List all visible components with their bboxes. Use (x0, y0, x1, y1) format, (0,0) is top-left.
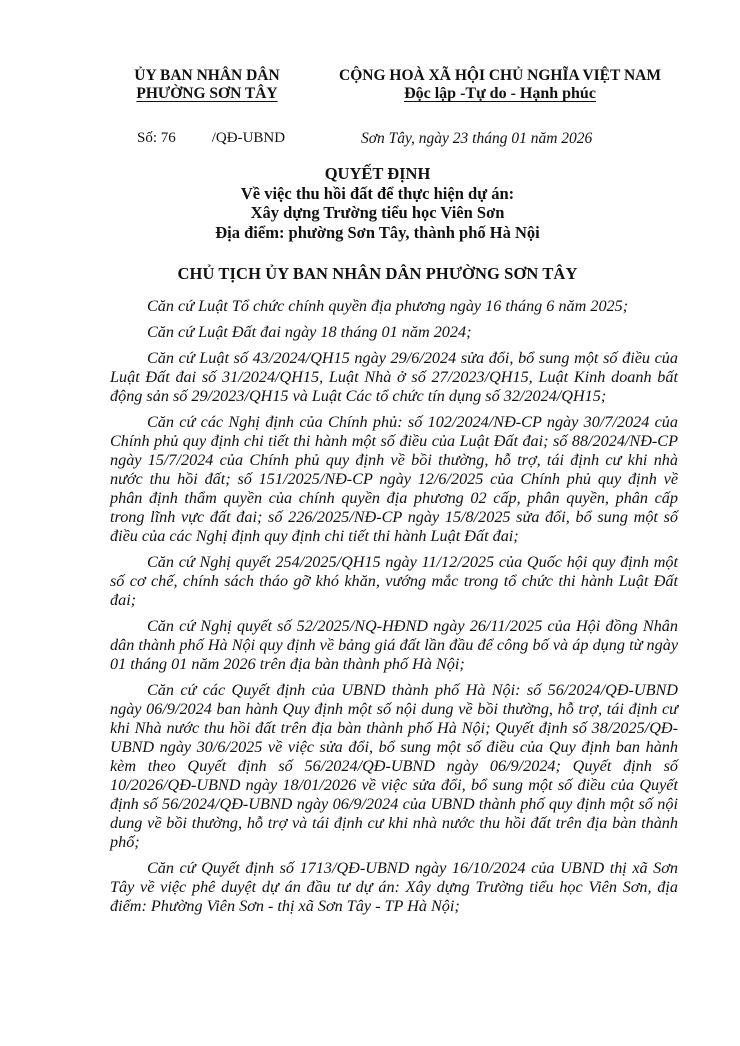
decision-project: Xây dựng Trường tiểu học Viên Sơn (250, 203, 505, 222)
legal-basis-paragraph: Căn cứ Luật số 43/2024/QH15 ngày 29/6/2024 sửa đổi, bổ sung một số điều của Luật Đất đai số 31/2024/QH15, Luật Nhà ở số 27/2023/QH15, Luật Kinh doanh bất động sản số 29/2023/QH15 và Luật Các tổ chức tín dụng số 32/2024/QH15; (110, 349, 678, 405)
decision-subject: Về việc thu hồi đất để thực hiện dự án: (240, 183, 515, 203)
national-header (315, 67, 685, 103)
agency-name-line2 (112, 85, 302, 103)
decision-title (100, 164, 655, 242)
agency-name-line1: ỦY BAN NHÂN DÂN (134, 67, 280, 84)
issuing-agency (112, 67, 302, 103)
legal-basis (110, 297, 678, 923)
legal-basis-paragraph: Căn cứ Nghị quyết số 52/2025/NQ-HĐND ngày 26/11/2025 của Hội đồng Nhân dân thành phố Hà Nội quy định về bảng giá đất lần đầu để công bố và áp dụng từ ngày 01 tháng 01 năm 2026 trên địa bàn thành phố Hà Nội; (110, 617, 678, 673)
legal-basis-paragraph: Căn cứ Nghị quyết 254/2025/QH15 ngày 11/12/2025 của Quốc hội quy định một số cơ chế, chính sách tháo gỡ khó khăn, vướng mắc trong tổ chức thi hành Luật Đất đai; (110, 553, 678, 609)
place-and-date: Sơn Tây, ngày 23 tháng 01 năm 2026 (361, 130, 593, 147)
nation-title: CỘNG HOÀ XÃ HỘI CHỦ NGHĨA VIỆT NAM (339, 67, 661, 84)
motto-text: Độc lập -Tự do - Hạnh phúc (404, 85, 596, 102)
document-number-prefix: Số: 76 (137, 130, 176, 146)
legal-basis-paragraph: Căn cứ Quyết định số 1713/QĐ-UBND ngày 16/10/2024 của UBND thị xã Sơn Tây về việc phê duyệt dự án đầu tư dự án: Xây dựng Trường tiểu học Viên Sơn, địa điểm: Phường Viên Sơn - thị xã Sơn Tây - TP Hà Nội; (110, 859, 678, 915)
legal-basis-paragraph: Căn cứ các Quyết định của UBND thành phố Hà Nội: số 56/2024/QĐ-UBND ngày 06/9/2024 ban hành Quy định một số nội dung về bồi thường, hỗ trợ, tái định cư khi Nhà nước thu hồi đất trên địa bàn thành phố Hà Nội; Quyết định số 38/2025/QĐ-UBND ngày 30/6/2025 về việc sửa đổi, bổ sung một số điều của Quy định ban hành kèm theo Quyết định số 56/2024/QĐ-UBND ngày 06/9/2024; Quyết định số 10/2026/QĐ-UBND ngày 18/01/2026 về việc sửa đổi, bổ sung một số điều của Quyết định số 56/2024/QĐ-UBND ngày 06/9/2024 của UBND thành phố quy định một số nội dung về bồi thường, hỗ trợ và tái định cư khi nhà nước thu hồi đất trên địa bàn thành phố; (110, 681, 678, 851)
legal-basis-paragraph: Căn cứ Luật Đất đai ngày 18 tháng 01 năm 2024; (147, 323, 472, 341)
document-number-suffix: /QĐ-UBND (211, 130, 286, 146)
decision-heading: QUYẾT ĐỊNH (324, 164, 431, 183)
document-number (137, 130, 285, 147)
legal-basis-paragraph: Căn cứ các Nghị định của Chính phủ: số 102/2024/NĐ-CP ngày 30/7/2024 của Chính phủ quy định chi tiết thi hành một số điều của Luật Đất đai; số 88/2024/NĐ-CP ngày 15/7/2024 của Chính phủ quy định về bồi thường, hỗ trợ, tái định cư khi nhà nước thu hồi đất; số 151/2025/NĐ-CP ngày 12/6/2025 của Chính phủ quy định về phân định thẩm quyền của chính quyền địa phương 02 cấp, phân quyền, phân cấp trong lĩnh vực đất đai; số 226/2025/NĐ-CP ngày 15/8/2025 sửa đổi, bổ sung một số điều của các Nghị định quy định chi tiết thi hành Luật Đất đai; (110, 413, 678, 545)
decision-location: Địa điểm: phường Sơn Tây, thành phố Hà Nội (215, 222, 540, 242)
motto-line (315, 85, 685, 103)
agency-name-line2-text: PHƯỜNG SƠN TÂY (136, 85, 278, 102)
legal-basis-paragraph: Căn cứ Luật Tổ chức chính quyền địa phương ngày 16 tháng 6 năm 2025; (147, 297, 629, 315)
issuing-authority: CHỦ TỊCH ỦY BAN NHÂN DÂN PHƯỜNG SƠN TÂY (177, 264, 578, 283)
